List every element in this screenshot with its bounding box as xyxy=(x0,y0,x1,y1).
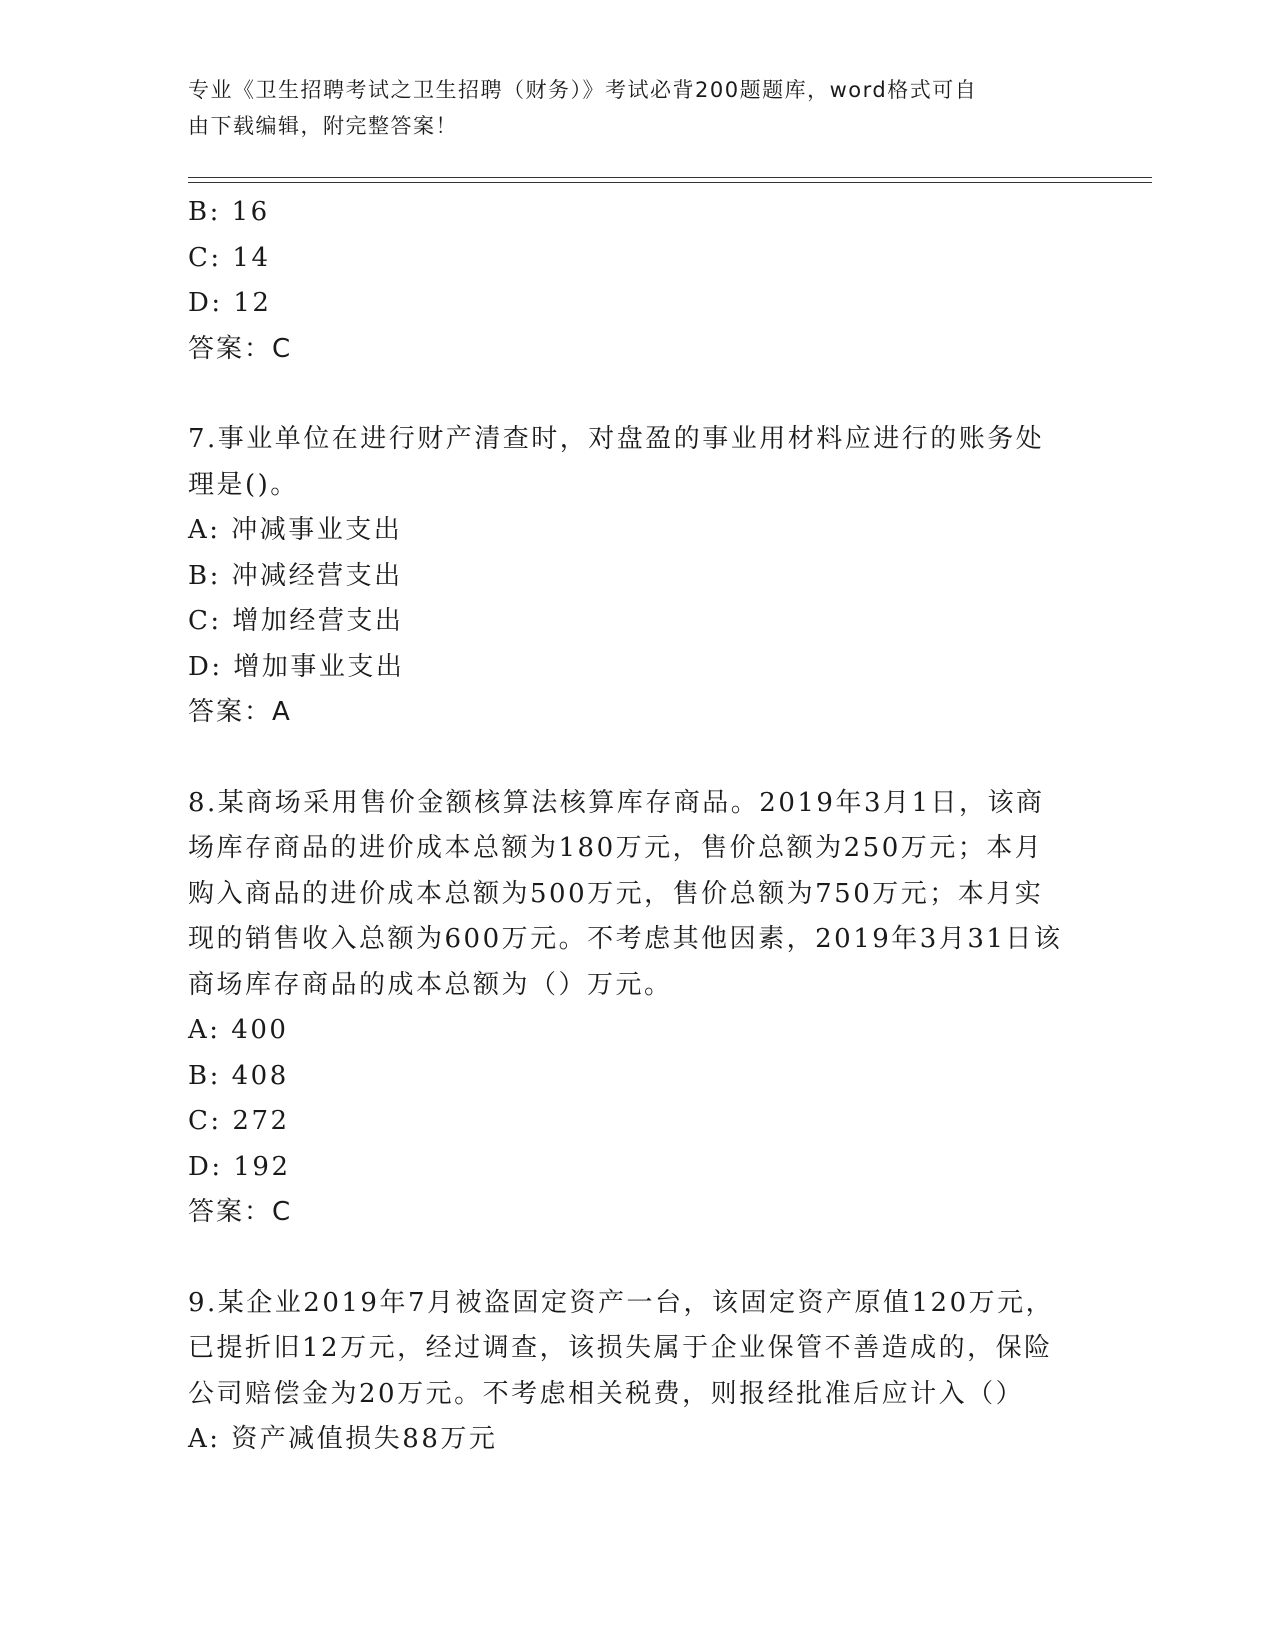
question-text-line: 8.某商场采用售价金额核算法核算库存商品。2019年3月1日，该商 xyxy=(188,787,1045,818)
answer-line: 答案：A xyxy=(188,697,292,727)
header-line-2: 由下载编辑，附完整答案！ xyxy=(188,114,458,138)
option-a: A: 冲减事业支出 xyxy=(188,515,403,545)
answer-line: 答案：C xyxy=(188,333,293,364)
option-d: D: 12 xyxy=(188,288,272,318)
question-8 xyxy=(188,781,1088,1236)
question-text-line: 商场库存商品的成本总额为（）万元。 xyxy=(188,969,673,1000)
option-d: D: 192 xyxy=(188,1151,291,1182)
option-a: A: 资产减值损失88万元 xyxy=(188,1424,498,1454)
question-text-line: 9.某企业2019年7月被盗固定资产一台，该固定资产原值120万元， xyxy=(188,1287,1055,1318)
document-body xyxy=(188,190,1088,1463)
question-6-tail xyxy=(188,190,1088,372)
option-d: D: 增加事业支出 xyxy=(188,651,405,682)
question-text-line: 7.事业单位在进行财产清查时，对盘盈的事业用材料应进行的账务处 xyxy=(188,424,1045,454)
option-a: A: 400 xyxy=(188,1015,289,1045)
question-text-line: 现的销售收入总额为600万元。不考虑其他因素，2019年3月31日该 xyxy=(188,924,1063,954)
option-b: B: 冲减经营支出 xyxy=(188,560,403,591)
option-c: C: 14 xyxy=(188,242,271,273)
spacer xyxy=(188,736,1088,781)
question-text-line: 理是()。 xyxy=(188,469,299,500)
header-line-1: 专业《卫生招聘考试之卫生招聘（财务）》考试必背200题题库，word格式可自 xyxy=(188,78,978,102)
option-b: B: 16 xyxy=(188,197,270,227)
header-rule-top xyxy=(188,177,1152,178)
option-c: C: 272 xyxy=(188,1106,290,1136)
question-text-line: 已提折旧12万元，经过调查，该损失属于企业保管不善造成的，保险 xyxy=(188,1333,1053,1363)
header-rule-bottom xyxy=(188,182,1152,183)
question-7 xyxy=(188,417,1088,736)
spacer xyxy=(188,372,1088,417)
option-b: B: 408 xyxy=(188,1060,289,1091)
document-header xyxy=(188,72,1088,144)
option-c: C: 增加经营支出 xyxy=(188,606,404,636)
question-text-line: 场库存商品的进价成本总额为180万元，售价总额为250万元；本月 xyxy=(188,833,1044,863)
question-9 xyxy=(188,1281,1088,1463)
question-text-line: 购入商品的进价成本总额为500万元，售价总额为750万元；本月实 xyxy=(188,878,1044,909)
question-text-line: 公司赔偿金为20万元。不考虑相关税费，则报经批准后应计入（） xyxy=(188,1378,1025,1409)
spacer xyxy=(188,1236,1088,1281)
answer-line: 答案：C xyxy=(188,1197,293,1227)
